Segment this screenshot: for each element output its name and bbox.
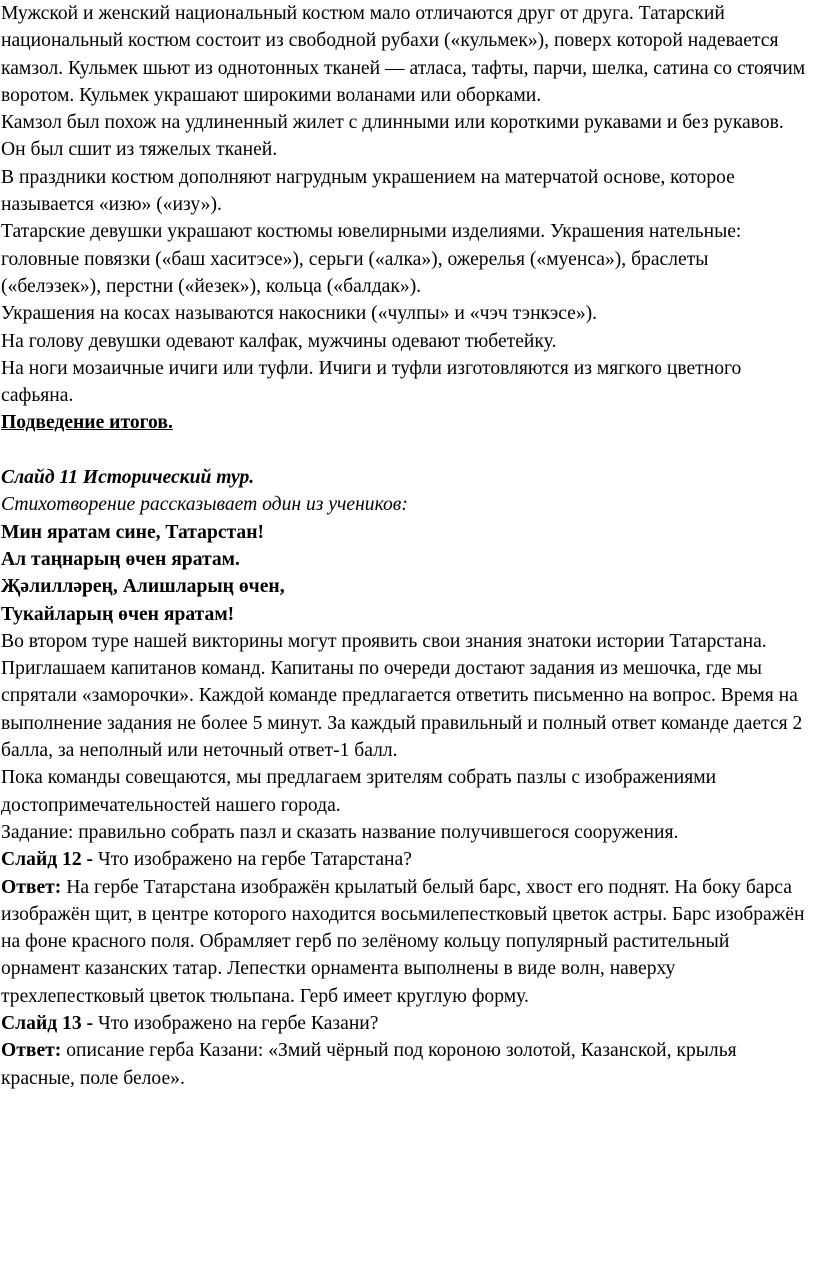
- poem-line: Тукайларың өчен яратам!: [1, 603, 235, 625]
- slide13-answer: [1, 1037, 813, 1092]
- slide13-answer-label: Ответ:: [1, 1040, 62, 1062]
- slide13-question-text: Что изображено на гербе Казани?: [93, 1012, 379, 1034]
- slide12-answer: [1, 874, 813, 1010]
- paragraph-puzzles: Пока команды совещаются, мы предлагаем зрителям собрать пазлы с изображениями достопримечательностей нашего города.: [1, 767, 717, 816]
- slide13-label: Слайд 13 -: [1, 1012, 94, 1034]
- slide13-answer-text: описание герба Казани: «Змий чёрный под короною золотой, Казанской, крылья красные, поле белое».: [1, 1040, 737, 1089]
- poem-line: Ал таңнарың өчен яратам.: [1, 548, 240, 570]
- paragraph-jewelry: Татарские девушки украшают костюмы ювелирными изделиями. Украшения нательные: головные повязки («баш хаситэсе»), серьги («алка»), ожерелья («муенса»), браслеты («белэзек»), перстни («йезек»), кольца («балдак»).: [1, 221, 742, 297]
- paragraph-task: Задание: правильно собрать пазл и сказать название получившегося сооружения.: [1, 821, 679, 843]
- poem-intro: Стихотворение рассказывает один из учеников:: [1, 494, 408, 516]
- slide13-question: [1, 1010, 813, 1037]
- poem-line: Җәлилләрең, Алишларың өчен,: [1, 576, 285, 598]
- slide12-label: Слайд 12 -: [1, 849, 94, 871]
- paragraph-headwear: На голову девушки одевают калфак, мужчины одевают тюбетейку.: [1, 330, 557, 352]
- paragraph-footwear: На ноги мозаичные ичиги или туфли. Ичиги и туфли изготовляются из мягкого цветного сафьяна.: [1, 357, 742, 407]
- slide11-heading: Слайд 11 Исторический тур.: [1, 467, 255, 489]
- paragraph-braids: Украшения на косах называются накосники («чулпы» и «чэч тэнкэсе»).: [1, 303, 598, 325]
- slide12-answer-text: На гербе Татарстана изображён крылатый белый барс, хвост его поднят. На боку барса изображён щит, в центре которого находится восьмилепестковый цветок астры. Барс изображён на фоне красного поля. Обрамляет герб по зелёному кольцу популярный растительный орнамент казанских татар. Лепестки орнамента выполнены в виде волн, наверху трехлепестковый цветок тюльпана. Герб имеет круглую форму.: [1, 876, 805, 1007]
- slide12-question: [1, 846, 813, 873]
- paragraph-costume: Мужской и женский национальный костюм мало отличаются друг от друга. Татарский национальный костюм состоит из свободной рубахи («кульмек»), поверх которой надевается камзол. Кульмек шьют из однотонных тканей — атласа, тафты, парчи, шелка, сатина со стоячим воротом. Кульмек украшают широкими воланами или оборками.: [1, 3, 806, 106]
- paragraph-second-tour: Во втором туре нашей викторины могут проявить свои знания знатоки истории Татарстана. Приглашаем капитанов команд. Капитаны по очереди достают задания из мешочка, где мы спрятали «заморочки». Каждой команде предлагается ответить письменно на вопрос. Время на выполнение задания не более 5 минут. За каждый правильный и полный ответ команде дается 2 балла, за неполный или неточный ответ-1 балл.: [1, 630, 803, 762]
- summary-heading: Подведение итогов.: [1, 412, 173, 434]
- paragraph-izyu: В праздники костюм дополняют нагрудным украшением на матерчатой основе, которое называется «изю» («изу»).: [1, 166, 735, 216]
- poem-line: Мин яратам сине, Татарстан!: [1, 521, 265, 543]
- paragraph-kamzol: Камзол был похож на удлиненный жилет с длинными или короткими рукавами и без рукавов. Он был сшит из тяжелых тканей.: [1, 112, 784, 161]
- slide12-question-text: Что изображено на гербе Татарстана?: [93, 849, 412, 871]
- slide12-answer-label: Ответ:: [1, 876, 62, 898]
- document-page: [1, 0, 813, 1092]
- blank-line: [1, 437, 813, 464]
